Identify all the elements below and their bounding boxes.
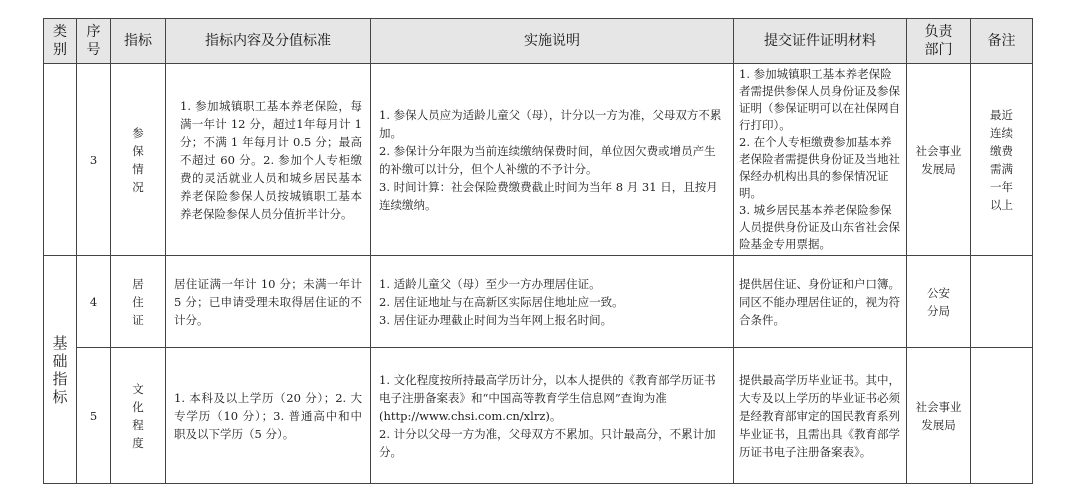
material-line: 2. 在个人专柜缴费参加基本养老保险者需提供身份证及当地社保经办机构出具的参保情况证明。 — [739, 135, 900, 200]
note-line: 1. 适龄儿童父（母）至少一方办理居住证。 — [379, 276, 601, 291]
dept-cell: 社会事业发展局 — [907, 348, 971, 484]
seq-cell: 3 — [77, 64, 111, 256]
content-cell: 1. 本科及以上学历（20 分）；2. 大专学历（10 分）；3. 普通高中和中职及以下学历（5 分）。 — [166, 348, 371, 484]
indicator-cell: 参保情况 — [111, 64, 166, 256]
header-seq: 序号 — [77, 19, 111, 64]
material-line: 3. 城乡居民基本养老保险参保人员提供身份证及山东省社会保险基金专用票据。 — [739, 203, 900, 251]
header-category: 类别 — [44, 19, 77, 64]
note-line: 3. 居住证办理截止时间为当年网上报名时间。 — [379, 312, 613, 327]
header-indicator: 指标 — [111, 19, 166, 64]
materials-cell — [734, 348, 907, 484]
category-cell: 基础指标 — [44, 256, 77, 484]
table-row — [44, 64, 1033, 256]
header-materials: 提交证件证明材料 — [734, 19, 907, 64]
materials-cell — [734, 256, 907, 348]
note-line: 2. 参保计分年限为当前连续缴纳保费时间，单位因欠费或增员产生的补缴可以计分，但个人补缴的不予计分。 — [379, 143, 716, 176]
remark-cell: 最近连续缴费需满一年以上 — [971, 64, 1033, 256]
header-remark: 备注 — [971, 19, 1033, 64]
table-row — [44, 348, 1033, 484]
material-line: 1. 参加城镇职工基本养老保险者需提供参保人员身份证及参保证明（参保证明可以在社保网自行打印）。 — [739, 67, 900, 132]
dept-cell: 公安分局 — [907, 256, 971, 348]
note-line: 1. 参保人员应为适龄儿童父（母），计分以一方为准，父母双方不累加。 — [379, 107, 722, 140]
category-cell-blank — [44, 64, 77, 256]
header-row — [44, 19, 1033, 64]
content-cell: 居住证满一年计 10 分；未满一年计 5 分；已申请受理未取得居住证的不计分。 — [166, 256, 371, 348]
material-line: 提供最高学历毕业证书。其中，大专及以上学历的毕业证书必须是经教育部审定的国民教育系列毕业证书，且需出具《教育部学历证书电子注册备案表》。 — [739, 372, 900, 459]
materials-cell — [734, 64, 907, 256]
indicator-table — [43, 18, 1033, 484]
table-row — [44, 256, 1033, 348]
remark-cell — [971, 256, 1033, 348]
header-content: 指标内容及分值标准 — [166, 19, 371, 64]
header-notes: 实施说明 — [371, 19, 734, 64]
dept-cell: 社会事业发展局 — [907, 64, 971, 256]
notes-cell — [371, 64, 734, 256]
remark-cell — [971, 348, 1033, 484]
material-line: 提供居住证、身份证和户口簿。同区不能办理居住证的，视为符合条件。 — [739, 276, 900, 327]
seq-cell: 5 — [77, 348, 111, 484]
content-cell: 1. 参加城镇职工基本养老保险，每满一年计 12 分，超过1年每月计 1 分；不满 1 年每月计 0.5 分；最高不超过 60 分。2. 参加个人专柜缴费的灵活就业人员和城乡居民基本养老保险参保人员按城镇职工基本养老保险参保人员分值折半计分。 — [166, 64, 371, 256]
indicator-cell: 居住证 — [111, 256, 166, 348]
note-line: 2. 居住证地址与在高新区实际居住地址应一致。 — [379, 294, 624, 309]
indicator-cell: 文化程度 — [111, 348, 166, 484]
notes-cell — [371, 348, 734, 484]
note-line: 3. 时间计算：社会保险费缴费截止时间为当年 8 月 31 日，且按月连续缴纳。 — [379, 179, 718, 212]
header-dept: 负责部门 — [907, 19, 971, 64]
seq-cell: 4 — [77, 256, 111, 348]
note-line: 2. 计分以父母一方为准，父母双方不累加。只计最高分，不累计加分。 — [379, 426, 716, 459]
note-line: 1. 文化程度按所持最高学历计分，以本人提供的《教育部学历证书电子注册备案表》和“中国高等教育学生信息网”查询为准(http://www.chsi.com.cn/xlrz)。 — [379, 372, 716, 423]
notes-cell — [371, 256, 734, 348]
